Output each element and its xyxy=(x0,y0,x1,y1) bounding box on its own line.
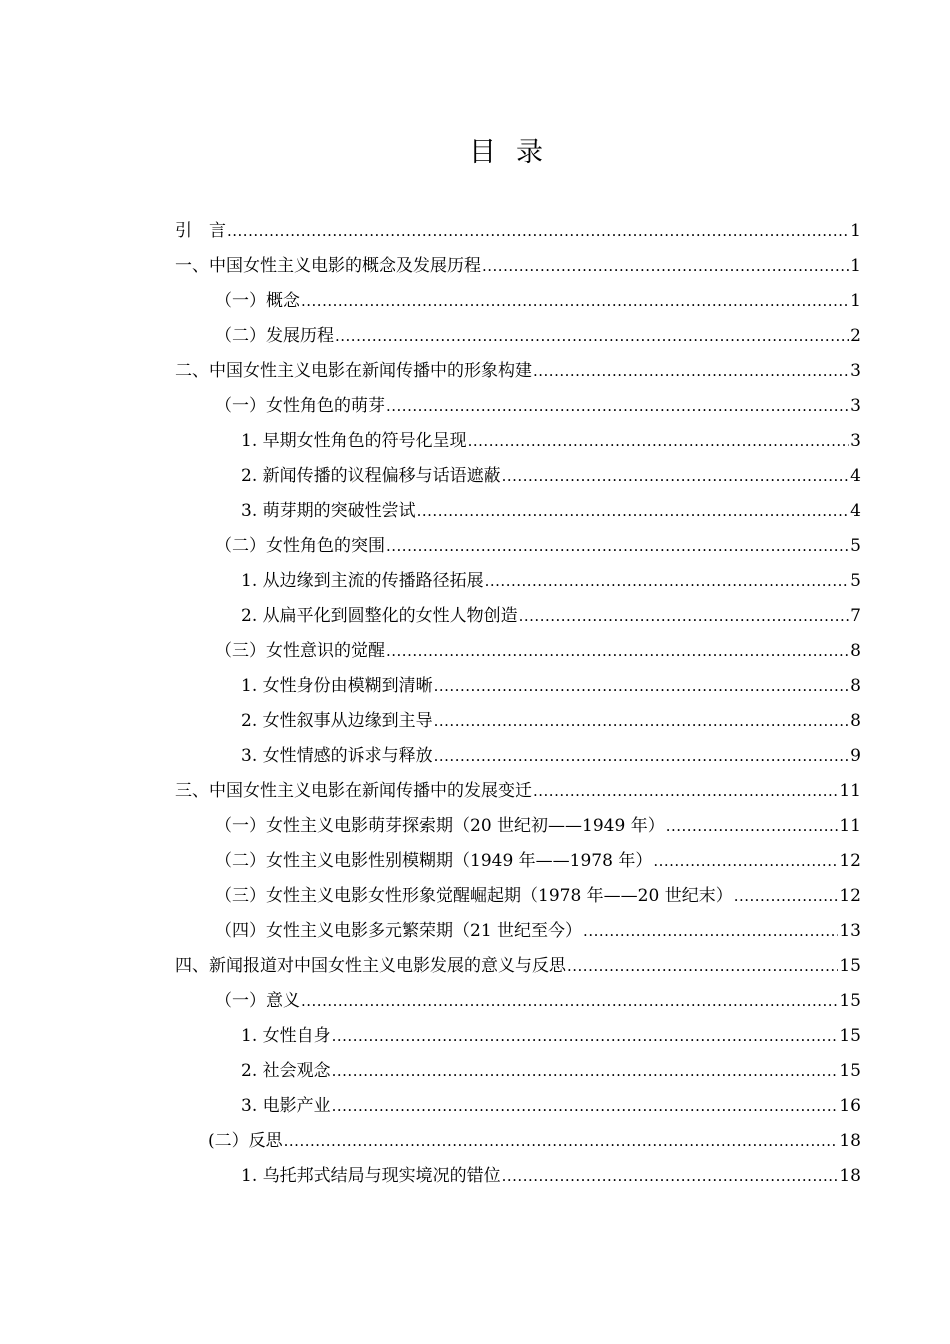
dot-leader xyxy=(284,1124,839,1159)
toc-page-number: 7 xyxy=(850,606,861,626)
toc-entry-title: 3. 萌芽期的突破性尝试 xyxy=(241,501,416,521)
dot-leader xyxy=(734,879,839,914)
dot-leader xyxy=(335,319,849,354)
toc-page-number: 15 xyxy=(839,1026,861,1046)
toc-entry-title: 1. 早期女性角色的符号化呈现 xyxy=(241,431,467,451)
toc-page-number: 12 xyxy=(839,886,861,906)
dot-leader xyxy=(583,914,838,949)
toc-entry-title: （一）女性主义电影萌芽探索期（20 世纪初——1949 年） xyxy=(215,816,665,836)
dot-leader xyxy=(386,389,849,424)
toc-entry-title: 3. 女性情感的诉求与释放 xyxy=(241,746,433,766)
toc-entry-title: 2. 从扁平化到圆整化的女性人物创造 xyxy=(241,606,518,626)
toc-entry[interactable] xyxy=(175,879,861,914)
toc-entry[interactable] xyxy=(175,1159,861,1194)
toc-page-number: 5 xyxy=(850,571,861,591)
dot-leader xyxy=(482,249,849,284)
dot-leader xyxy=(533,774,838,809)
toc-entry-title: 1. 乌托邦式结局与现实境况的错位 xyxy=(241,1166,501,1186)
toc-page-number: 15 xyxy=(839,991,861,1011)
toc-entry[interactable] xyxy=(175,949,861,984)
toc-entry-title: 1. 女性身份由模糊到清晰 xyxy=(241,676,433,696)
toc-entry-title: (二）反思 xyxy=(208,1131,283,1151)
dot-leader xyxy=(468,424,850,459)
dot-leader xyxy=(434,739,850,774)
toc-entry[interactable] xyxy=(175,284,861,319)
toc-entry[interactable] xyxy=(175,634,861,669)
dot-leader xyxy=(386,529,849,564)
toc-entry-title: 3. 电影产业 xyxy=(241,1096,331,1116)
toc-entry[interactable] xyxy=(175,459,861,494)
toc-entry[interactable] xyxy=(175,809,861,844)
toc-entry-title: 四、新闻报道对中国女性主义电影发展的意义与反思 xyxy=(175,956,566,976)
toc-entry[interactable] xyxy=(175,1019,861,1054)
dot-leader xyxy=(434,669,850,704)
toc-page-number: 16 xyxy=(839,1096,861,1116)
dot-leader xyxy=(502,1159,839,1194)
toc-page-number: 11 xyxy=(839,816,861,836)
dot-leader xyxy=(519,599,850,634)
toc-page-number: 12 xyxy=(839,851,861,871)
toc-entry[interactable] xyxy=(175,1054,861,1089)
toc-page-number: 5 xyxy=(850,536,861,556)
toc-page-number: 8 xyxy=(850,711,861,731)
toc-entry[interactable] xyxy=(175,494,861,529)
toc-page-number: 15 xyxy=(839,956,861,976)
dot-leader xyxy=(567,949,838,984)
toc-entry[interactable] xyxy=(175,704,861,739)
toc-page-number: 15 xyxy=(839,1061,861,1081)
dot-leader xyxy=(332,1089,839,1124)
toc-entry[interactable] xyxy=(175,249,861,284)
toc-entry[interactable] xyxy=(175,984,861,1019)
toc-entry[interactable] xyxy=(175,424,861,459)
toc-entry[interactable] xyxy=(175,389,861,424)
toc-entry-title: 三、中国女性主义电影在新闻传播中的发展变迁 xyxy=(175,781,532,801)
toc-entry[interactable] xyxy=(175,319,861,354)
toc-entry-title: （一）女性角色的萌芽 xyxy=(215,396,385,416)
toc-entry[interactable] xyxy=(175,669,861,704)
toc-page-number: 1 xyxy=(850,221,861,241)
toc-title: 目录 xyxy=(469,137,563,168)
toc-page-number: 4 xyxy=(850,466,861,486)
toc-entry[interactable] xyxy=(175,844,861,879)
toc-entry[interactable] xyxy=(175,214,861,249)
toc-page-number: 9 xyxy=(850,746,861,766)
dot-leader xyxy=(417,494,850,529)
toc-entry-title: 一、中国女性主义电影的概念及发展历程 xyxy=(175,256,481,276)
table-of-contents xyxy=(175,214,861,1194)
toc-page-number: 1 xyxy=(850,256,861,276)
dot-leader xyxy=(227,214,849,249)
toc-entry-title: 1. 女性自身 xyxy=(241,1026,331,1046)
toc-page-number: 18 xyxy=(839,1131,861,1151)
toc-entry-title: （一）概念 xyxy=(215,291,300,311)
toc-entry-title: （一）意义 xyxy=(215,991,300,1011)
toc-page-number: 13 xyxy=(839,921,861,941)
dot-leader xyxy=(332,1054,839,1089)
dot-leader xyxy=(533,354,849,389)
toc-entry[interactable] xyxy=(175,599,861,634)
toc-entry-title: 1. 从边缘到主流的传播路径拓展 xyxy=(241,571,484,591)
toc-entry-title: （四）女性主义电影多元繁荣期（21 世纪至今） xyxy=(215,921,583,941)
toc-page-number: 8 xyxy=(850,641,861,661)
toc-page-number: 1 xyxy=(850,291,861,311)
dot-leader xyxy=(301,984,838,1019)
toc-entry-title: 2. 新闻传播的议程偏移与话语遮蔽 xyxy=(241,466,501,486)
dot-leader xyxy=(485,564,850,599)
dot-leader xyxy=(666,809,839,844)
toc-entry-title: （三）女性主义电影女性形象觉醒崛起期（1978 年——20 世纪末） xyxy=(215,886,733,906)
dot-leader xyxy=(301,284,849,319)
toc-entry[interactable] xyxy=(175,774,861,809)
dot-leader xyxy=(502,459,850,494)
toc-entry[interactable] xyxy=(175,354,861,389)
toc-entry[interactable] xyxy=(175,564,861,599)
toc-entry-title: 引 言 xyxy=(175,221,226,241)
toc-page-number: 3 xyxy=(850,361,861,381)
toc-page-number: 3 xyxy=(850,396,861,416)
toc-entry-title: （二）女性主义电影性别模糊期（1949 年——1978 年） xyxy=(215,851,653,871)
toc-entry-title: 二、中国女性主义电影在新闻传播中的形象构建 xyxy=(175,361,532,381)
toc-entry[interactable] xyxy=(175,529,861,564)
dot-leader xyxy=(332,1019,839,1054)
toc-entry[interactable] xyxy=(175,1124,861,1159)
toc-entry[interactable] xyxy=(175,739,861,774)
toc-page-number: 18 xyxy=(839,1166,861,1186)
toc-entry-title: （二）女性角色的突围 xyxy=(215,536,385,556)
toc-entry-title: （三）女性意识的觉醒 xyxy=(215,641,385,661)
toc-entry[interactable] xyxy=(175,914,861,949)
dot-leader xyxy=(653,844,838,879)
dot-leader xyxy=(434,704,850,739)
dot-leader xyxy=(386,634,849,669)
toc-page-number: 8 xyxy=(850,676,861,696)
toc-page-number: 11 xyxy=(839,781,861,801)
toc-entry-title: （二）发展历程 xyxy=(215,326,334,346)
toc-entry[interactable] xyxy=(175,1089,861,1124)
toc-page-number: 4 xyxy=(850,501,861,521)
toc-page-number: 2 xyxy=(850,326,861,346)
toc-page-number: 3 xyxy=(850,431,861,451)
toc-entry-title: 2. 女性叙事从边缘到主导 xyxy=(241,711,433,731)
toc-entry-title: 2. 社会观念 xyxy=(241,1061,331,1081)
